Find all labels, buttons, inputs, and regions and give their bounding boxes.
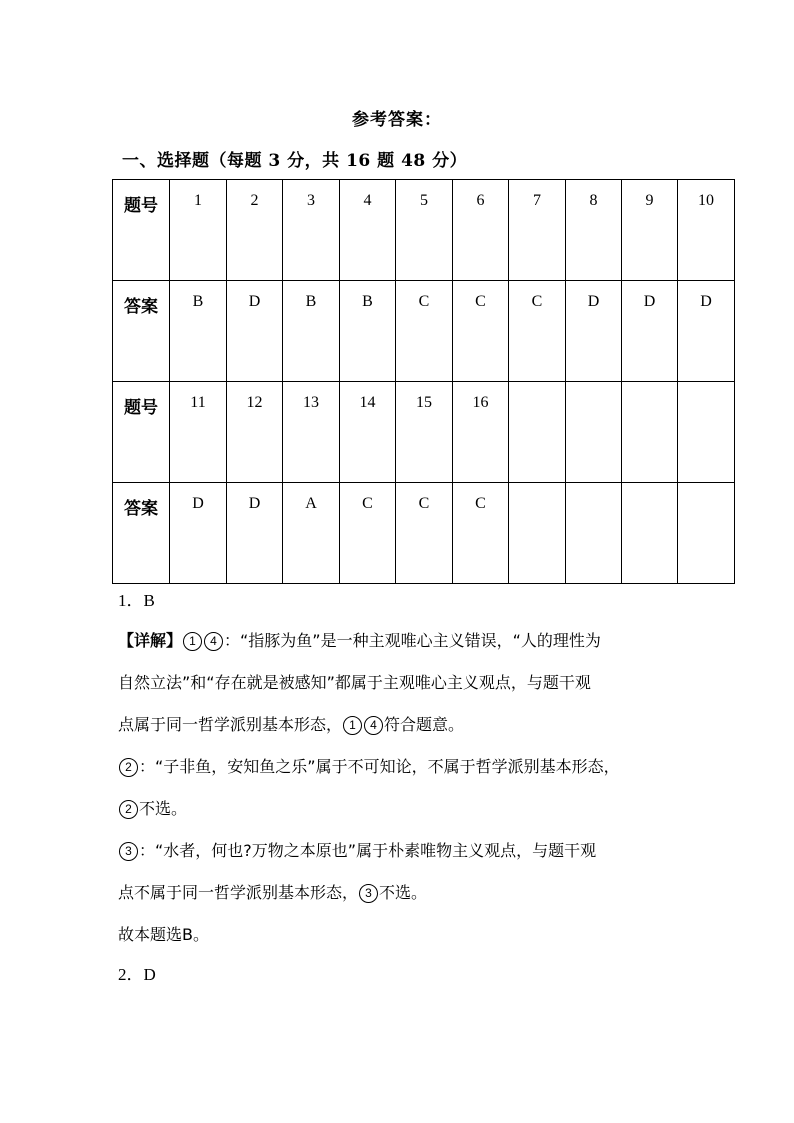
q1-detail-line-5 bbox=[118, 798, 187, 820]
circled-number: 3 bbox=[359, 884, 378, 903]
line-text: 自然立法”和“存在就是被感知”都属于主观唯心主义观点，与题干观 bbox=[118, 673, 591, 692]
answer-table bbox=[112, 179, 735, 584]
table-cell: 4 bbox=[340, 180, 396, 281]
table-cell: 12 bbox=[227, 382, 283, 483]
q1-detail-line-3 bbox=[118, 714, 464, 736]
table-cell bbox=[622, 483, 678, 584]
table-cell bbox=[622, 382, 678, 483]
table-cell: D bbox=[566, 281, 622, 382]
table-cell: C bbox=[453, 281, 509, 382]
table-cell: 8 bbox=[566, 180, 622, 281]
table-row bbox=[113, 180, 735, 281]
q2-number: 2．D bbox=[118, 965, 156, 984]
table-cell: 2 bbox=[227, 180, 283, 281]
q1-detail-line-1 bbox=[118, 630, 601, 652]
q1-number: 1．B bbox=[118, 591, 155, 610]
circled-number: 1 bbox=[343, 716, 362, 735]
row-header: 答案 bbox=[113, 281, 170, 382]
table-cell: 7 bbox=[509, 180, 566, 281]
table-cell: B bbox=[170, 281, 227, 382]
table-cell: A bbox=[283, 483, 340, 584]
table-cell: 14 bbox=[340, 382, 396, 483]
circled-number: 2 bbox=[119, 800, 138, 819]
table-cell: D bbox=[678, 281, 735, 382]
circled-number: 2 bbox=[119, 758, 138, 777]
table-cell: C bbox=[453, 483, 509, 584]
line-text: ：“子非鱼，安知鱼之乐”属于不可知论，不属于哲学派别基本形态， bbox=[139, 757, 620, 776]
line-text: 不选。 bbox=[379, 883, 428, 902]
q1-conclusion: 故本题选B。 bbox=[118, 925, 209, 944]
page-title: 参考答案： bbox=[352, 110, 442, 130]
table-cell bbox=[678, 382, 735, 483]
table-cell bbox=[566, 382, 622, 483]
table-cell: 3 bbox=[283, 180, 340, 281]
table-cell bbox=[509, 483, 566, 584]
table-cell: 5 bbox=[396, 180, 453, 281]
table-cell: C bbox=[509, 281, 566, 382]
table-cell bbox=[566, 483, 622, 584]
q1-detail-line-6 bbox=[118, 840, 596, 862]
line-text: ：“水者，何也?万物之本原也”属于朴素唯物主义观点，与题干观 bbox=[139, 841, 597, 860]
table-cell: C bbox=[396, 483, 453, 584]
table-cell: 9 bbox=[622, 180, 678, 281]
table-cell: 10 bbox=[678, 180, 735, 281]
circled-number: 4 bbox=[364, 716, 383, 735]
table-cell: 11 bbox=[170, 382, 227, 483]
table-row bbox=[113, 382, 735, 483]
circled-number: 4 bbox=[204, 632, 223, 651]
detail-label: 【详解】 bbox=[118, 631, 183, 650]
table-cell: C bbox=[396, 281, 453, 382]
q1-detail-line-4 bbox=[118, 756, 620, 778]
circled-number: 3 bbox=[119, 842, 138, 861]
table-cell: D bbox=[227, 483, 283, 584]
line-text: 点不属于同一哲学派别基本形态， bbox=[118, 883, 359, 902]
circled-number: 1 bbox=[183, 632, 202, 651]
table-cell: D bbox=[170, 483, 227, 584]
row-header: 题号 bbox=[113, 180, 170, 281]
table-cell: D bbox=[227, 281, 283, 382]
table-cell: 15 bbox=[396, 382, 453, 483]
table-cell: 1 bbox=[170, 180, 227, 281]
line-text: ：“指豚为鱼”是一种主观唯心主义错误，“人的理性为 bbox=[224, 631, 601, 650]
table-cell: B bbox=[283, 281, 340, 382]
q1-detail-line-7 bbox=[118, 882, 427, 904]
line-text: 不选。 bbox=[139, 799, 188, 818]
table-cell: 13 bbox=[283, 382, 340, 483]
q1-detail-line-2 bbox=[118, 672, 591, 694]
row-header: 答案 bbox=[113, 483, 170, 584]
section-heading: 一、选择题（每题 3 分，共 16 题 48 分） bbox=[122, 151, 468, 171]
line-text: 符合题意。 bbox=[384, 715, 465, 734]
table-cell: 16 bbox=[453, 382, 509, 483]
table-cell: D bbox=[622, 281, 678, 382]
table-cell: 6 bbox=[453, 180, 509, 281]
line-text: 点属于同一哲学派别基本形态， bbox=[118, 715, 343, 734]
table-cell: C bbox=[340, 483, 396, 584]
table-cell bbox=[678, 483, 735, 584]
table-row bbox=[113, 281, 735, 382]
table-cell bbox=[509, 382, 566, 483]
row-header: 题号 bbox=[113, 382, 170, 483]
table-row bbox=[113, 483, 735, 584]
table-cell: B bbox=[340, 281, 396, 382]
